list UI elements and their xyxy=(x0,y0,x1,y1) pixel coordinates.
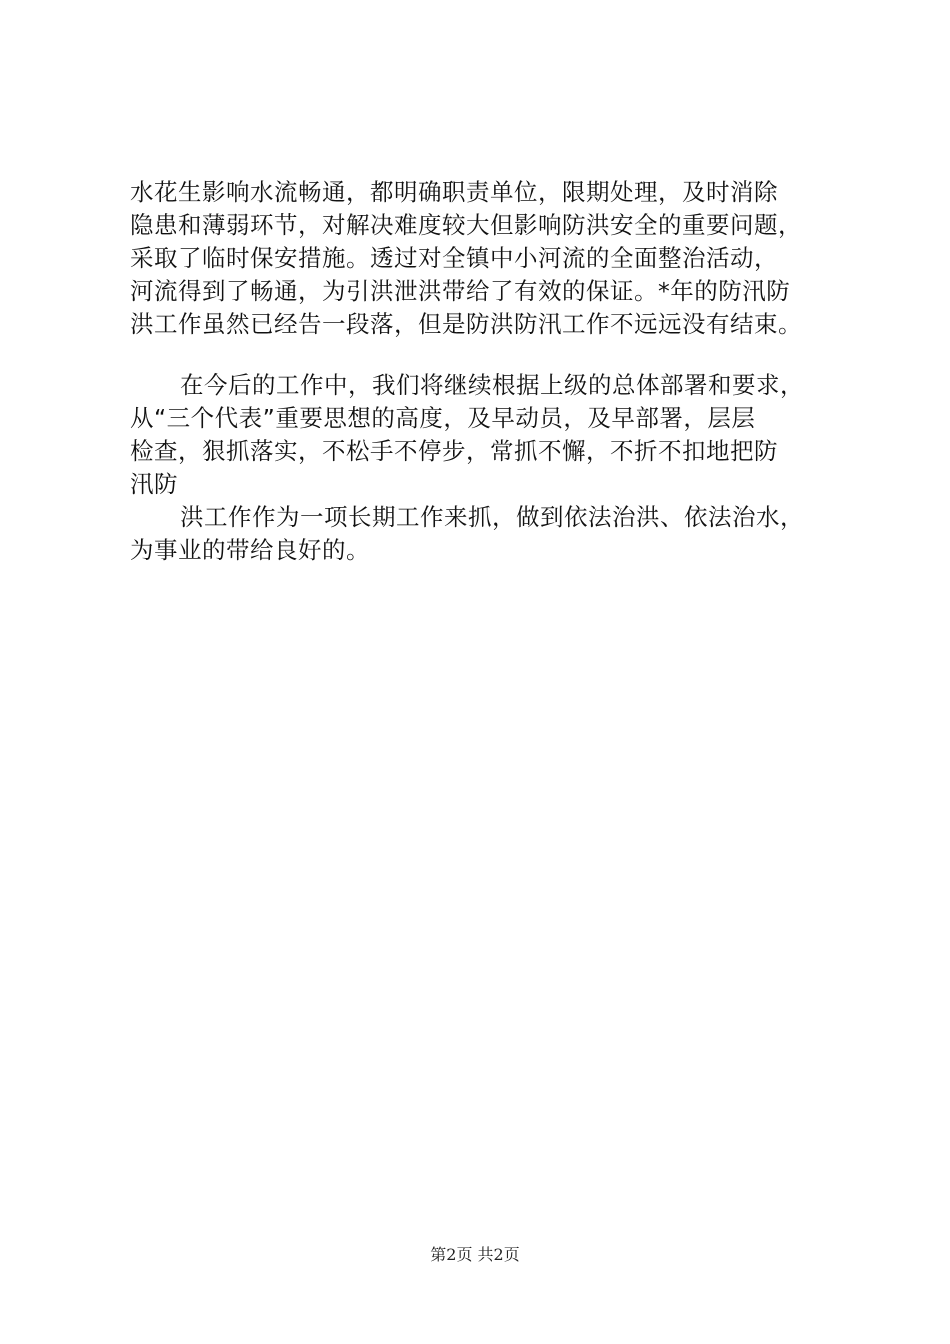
paragraph-line: 检查，狠抓落实，不松手不停步，常抓不懈，不折不扣地把防 xyxy=(130,437,778,465)
page-footer: 第2页 共2页 xyxy=(430,1245,520,1264)
paragraph-line: 洪工作作为一项长期工作来抓，做到依法治洪、依法治水， xyxy=(180,503,804,531)
paragraph-line: 洪工作虽然已经告一段落，但是防洪防汛工作不远远没有结束。 xyxy=(130,310,802,338)
document-body xyxy=(130,176,860,567)
paragraph-line: 隐患和薄弱环节，对解决难度较大但影响防洪安全的重要问题， xyxy=(130,211,802,239)
paragraph-line: 河流得到了畅通，为引洪泄洪带给了有效的保证。*年的防汛防 xyxy=(130,277,791,305)
paragraph-line: 水花生影响水流畅通，都明确职责单位，限期处理，及时消除 xyxy=(130,178,778,206)
paragraph-line: 在今后的工作中，我们将继续根据上级的总体部署和要求， xyxy=(180,371,804,399)
paragraph-line: 汛防 xyxy=(130,470,178,498)
paragraph-spacer xyxy=(130,341,860,369)
paragraph-line: 为事业的带给良好的。 xyxy=(130,536,370,564)
paragraph-line: 采取了临时保安措施。透过对全镇中小河流的全面整治活动， xyxy=(130,244,778,272)
paragraph-line: 从“三个代表”重要思想的高度，及早动员，及早部署，层层 xyxy=(130,404,756,432)
